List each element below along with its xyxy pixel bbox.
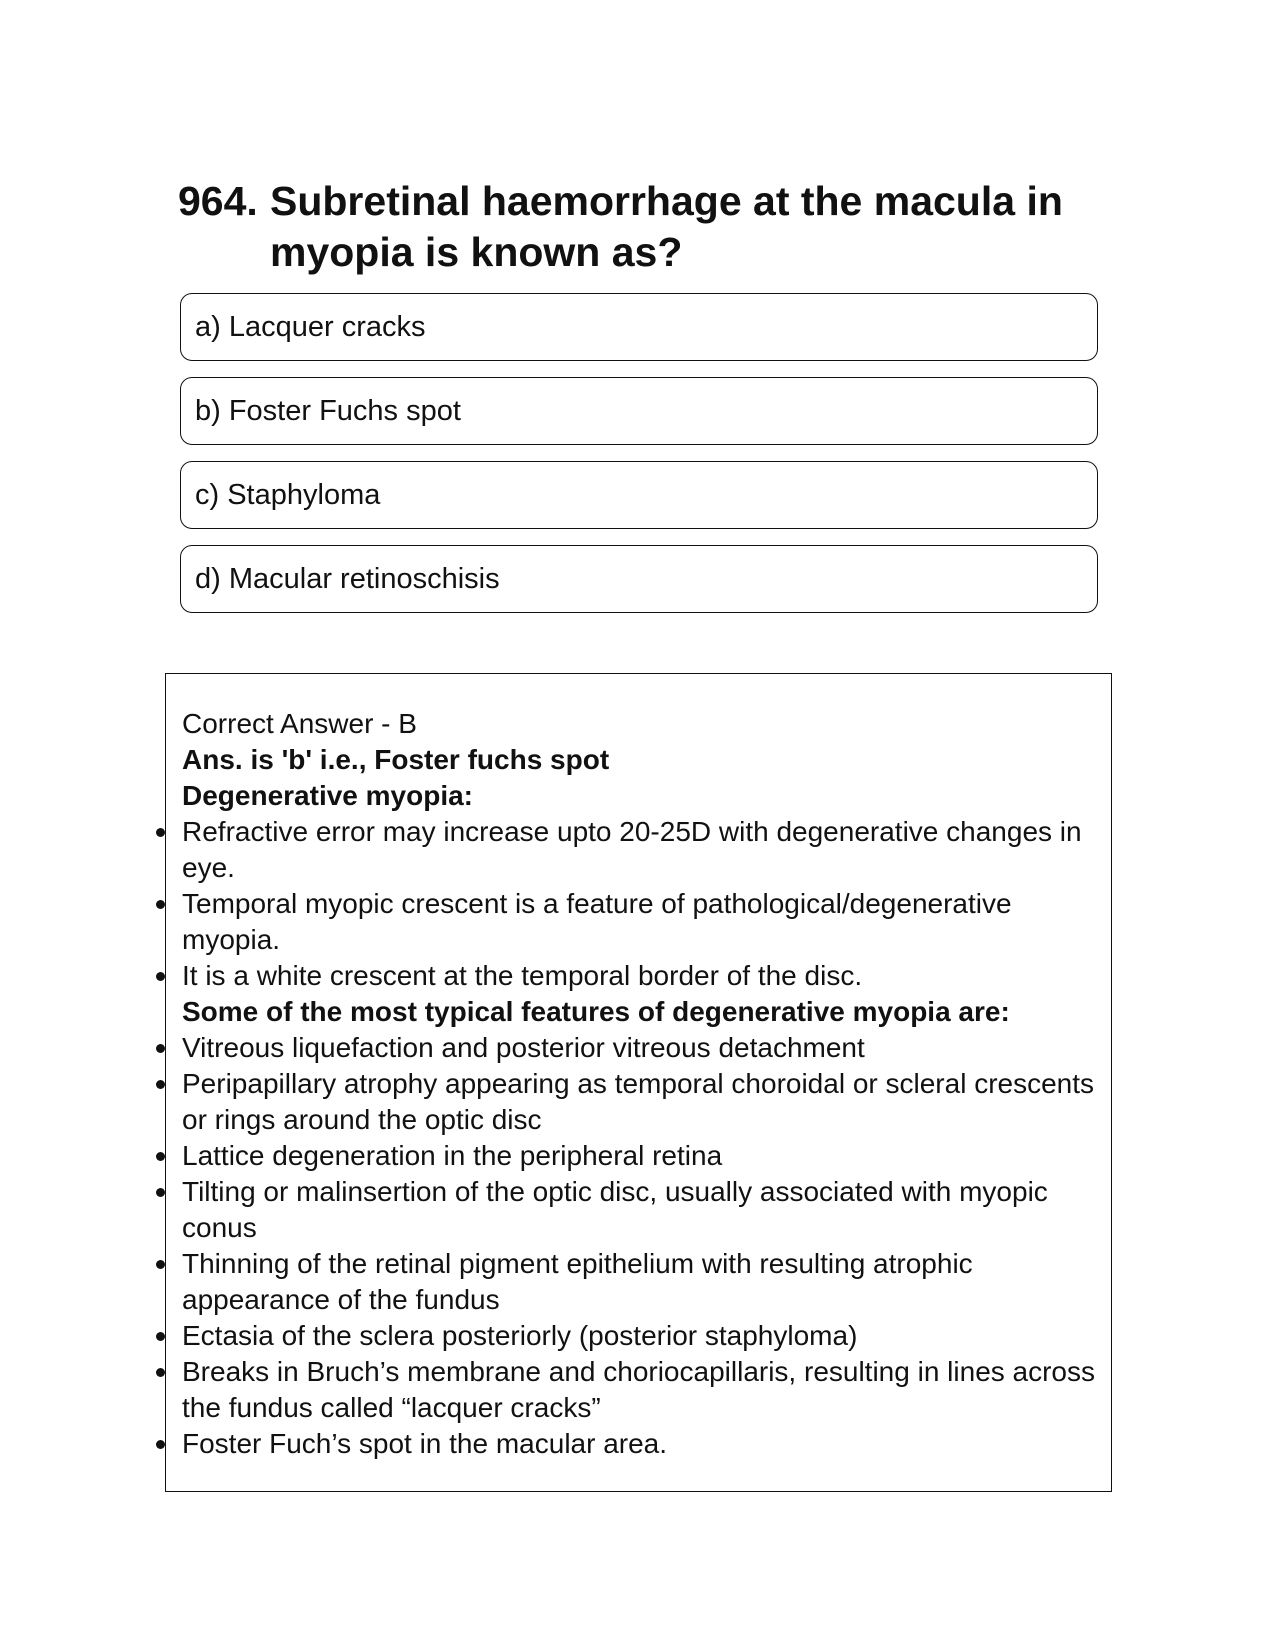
question-number: 964. <box>178 178 258 224</box>
answer-options <box>180 293 1098 629</box>
list-item: Thinning of the retinal pigment epithelium with resulting atrophic appearance of the fundus <box>182 1246 1095 1318</box>
list-item: Temporal myopic crescent is a feature of pathological/degenerative myopia. <box>182 886 1095 958</box>
typical-features-list <box>182 1030 1095 1462</box>
answer-statement: Ans. is 'b' i.e., Foster fuchs spot <box>182 744 610 775</box>
list-item: Lattice degeneration in the peripheral retina <box>182 1138 1095 1174</box>
section-heading-degenerative-myopia: Degenerative myopia: <box>182 780 473 811</box>
list-item: Ectasia of the sclera posteriorly (posterior staphyloma) <box>182 1318 1095 1354</box>
explanation-box <box>165 673 1112 1492</box>
list-item: Peripapillary atrophy appearing as temporal choroidal or scleral crescents or rings around the optic disc <box>182 1066 1095 1138</box>
list-item: Refractive error may increase upto 20-25D with degenerative changes in eye. <box>182 814 1095 886</box>
section-heading-typical-features: Some of the most typical features of degenerative myopia are: <box>182 996 1010 1027</box>
option-c[interactable]: c) Staphyloma <box>180 461 1098 529</box>
question-heading <box>178 176 1108 278</box>
question-text: Subretinal haemorrhage at the macula in myopia is known as? <box>270 178 1063 275</box>
correct-answer-line: Correct Answer - B <box>182 708 417 739</box>
list-item: It is a white crescent at the temporal border of the disc. <box>182 958 1095 994</box>
list-item: Foster Fuch’s spot in the macular area. <box>182 1426 1095 1462</box>
list-item: Vitreous liquefaction and posterior vitreous detachment <box>182 1030 1095 1066</box>
option-d[interactable]: d) Macular retinoschisis <box>180 545 1098 613</box>
degenerative-myopia-list <box>182 814 1095 994</box>
option-a[interactable]: a) Lacquer cracks <box>180 293 1098 361</box>
list-item: Tilting or malinsertion of the optic disc, usually associated with myopic conus <box>182 1174 1095 1246</box>
option-b[interactable]: b) Foster Fuchs spot <box>180 377 1098 445</box>
list-item: Breaks in Bruch’s membrane and choriocapillaris, resulting in lines across the fundus called “lacquer cracks” <box>182 1354 1095 1426</box>
